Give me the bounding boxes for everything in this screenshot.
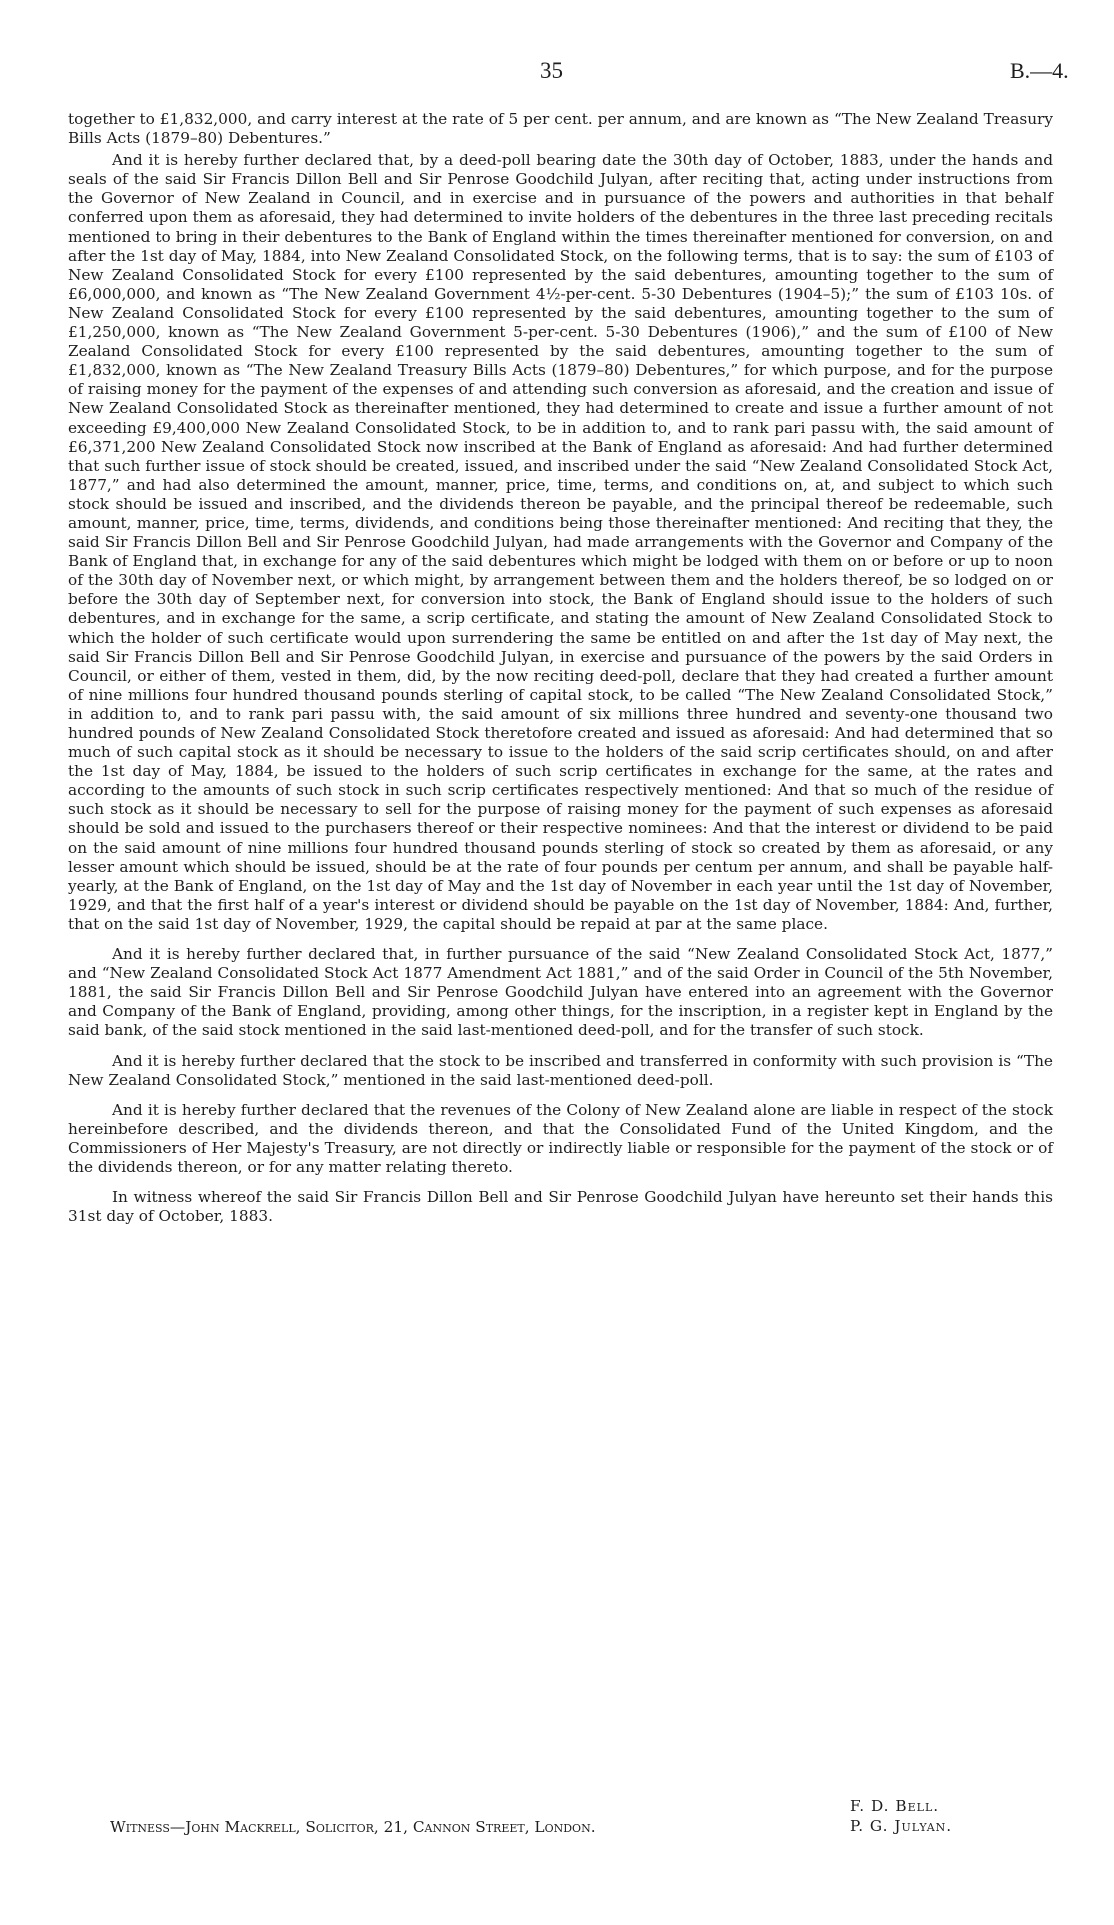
paragraph-3: And it is hereby further declared that, in further pursuance of the said “New Zealand Consolidated Stock Act, 1877,” and “New Zealand Consolidated Stock Act 1877 Amendment Act 1881,” and of the said Order in Council of the 5th November, 1881, the said Sir Francis Dillon Bell and Sir Penrose Goodchild Julyan have entered into an agreement with the Governor and Company of the Bank of England, providing, among other things, for the inscription, in a register kept in England by the said bank, of the said stock mentioned in the said last-mentioned deed-poll, and for the transfer of such stock. bbox=[68, 945, 1053, 1040]
page-header bbox=[0, 58, 1114, 88]
paragraph-1: together to £1,832,000, and carry interest at the rate of 5 per cent. per annum, and are known as “The New Zealand Treasury Bills Acts (1879–80) Debentures.” bbox=[68, 110, 1053, 148]
paragraph-2: And it is hereby further declared that, by a deed-poll bearing date the 30th day of October, 1883, under the hands and seals of the said Sir Francis Dillon Bell and Sir Penrose Goodchild Julyan, after reciting that, acting under instructions from the Governor of New Zealand in Council, and in exercise and in pursuance of the powers and authorities in that behalf conferred upon them as aforesaid, they had determined to invite holders of the debentures in the three last preceding recitals mentioned to bring in their debentures to the Bank of England within the times thereinafter mentioned for conversion, on and after the 1st day of May, 1884, into New Zealand Consolidated Stock, on the following terms, that is to say: the sum of £103 of New Zealand Consolidated Stock for every £100 represented by the said debentures, amounting together to the sum of £6,000,000, and known as “The New Zealand Government 4½-per-cent. 5-30 Debentures (1904–5);” the sum of £103 10s. of New Zealand Consolidated Stock for every £100 represented by the said debentures, amounting together to the sum of £1,250,000, known as “The New Zealand Government 5-per-cent. 5-30 Debentures (1906),” and the sum of £100 of New Zealand Consolidated Stock for every £100 represented by the said debentures, amounting together to the sum of £1,832,000, known as “The New Zealand Treasury Bills Acts (1879–80) Debentures,” for which purpose, and for the purpose of raising money for the payment of the expenses of and attending such conversion as aforesaid, and the creation and issue of New Zealand Consolidated Stock as thereinafter mentioned, they had determined to create and issue a further amount of not exceeding £9,400,000 New Zealand Consolidated Stock, to be in addition to, and to rank pari passu with, the said amount of £6,371,200 New Zealand Consolidated Stock now inscribed at the Bank of England as aforesaid: And had further determined that such further issue of stock should be created, issued, and inscribed under the said “New Zealand Consolidated Stock Act, 1877,” and had also determined the amount, manner, price, time, terms, and conditions on, at, and subject to which such stock should be issued and inscribed, and the dividends thereon be payable, and the principal thereof be redeemable, such amount, manner, price, time, terms, dividends, and conditions being those thereinafter mentioned: And reciting that they, the said Sir Francis Dillon Bell and Sir Penrose Goodchild Julyan, had made arrangements with the Governor and Company of the Bank of England that, in exchange for any of the said debentures which might be lodged with them on or before or up to noon of the 30th day of November next, or which might, by arrangement between them and the holders thereof, be so lodged on or before the 30th day of September next, for conversion into stock, the Bank of England should issue to the holders of such debentures, and in exchange for the same, a scrip certificate, and stating the amount of New Zealand Consolidated Stock to which the holder of such certificate would upon surrendering the same be entitled on and after the 1st day of May next, the said Sir Francis Dillon Bell and Sir Penrose Goodchild Julyan, in exercise and pursuance of the powers by the said Orders in Council, or either of them, vested in them, did, by the now reciting deed-poll, declare that they had created a further amount of nine millions four hundred thousand pounds sterling of capital stock, to be called “The New Zealand Consolidated Stock,” in addition to, and to rank pari passu with, the said amount of six millions three hundred and seventy-one thousand two hundred pounds of New Zealand Consolidated Stock theretofore created and issued as aforesaid: And had determined that so much of such capital stock as it should be necessary to issue to the holders of the said scrip certificates should, on and after the 1st day of May, 1884, be issued to the holders of such scrip certificates in exchange for the same, at the rates and according to the amounts of such stock in such scrip certificates respectively mentioned: And that so much of the residue of such stock as it should be necessary to sell for the purpose of raising money for the payment of such expenses as aforesaid should be sold and issued to the purchasers thereof or their respective nominees: And that the interest or dividend to be paid on the said amount of nine millions four hundred thousand pounds sterling of stock so created by them as aforesaid, or any lesser amount which should be issued, should be at the rate of four pounds per centum per annum, and shall be payable half-yearly, at the Bank of England, on the 1st day of May and the 1st day of November in each year until the 1st day of November, 1929, and that the first half of a year's interest or dividend should be payable on the 1st day of November, 1884: And, further, that on the said 1st day of November, 1929, the capital should be repaid at par at the same place. bbox=[68, 151, 1053, 933]
page-number: 35 bbox=[540, 58, 563, 83]
paragraph-5: And it is hereby further declared that the revenues of the Colony of New Zealand alone are liable in respect of the stock hereinbefore described, and the dividends thereon, and that the Consolidated Fund of the United Kingdom, and the Commissioners of Her Majesty's Treasury, are not directly or indirectly liable or responsible for the payment of the stock or of the dividends thereon, or for any matter relating thereto. bbox=[68, 1100, 1053, 1176]
signature-block bbox=[850, 1796, 952, 1836]
witness-line: Witness—John Mackrell, Solicitor, 21, Cannon Street, London. bbox=[110, 1818, 596, 1836]
signature-julyan: P. G. Julyan. bbox=[850, 1817, 953, 1835]
signature-bell: F. D. Bell. bbox=[850, 1797, 940, 1815]
paragraph-4: And it is hereby further declared that the stock to be inscribed and transferred in conformity with such provision is “The New Zealand Consolidated Stock,” mentioned in the said last-mentioned deed-poll. bbox=[68, 1051, 1053, 1089]
paper-reference: B.—4. bbox=[1010, 58, 1069, 83]
paragraph-6: In witness whereof the said Sir Francis Dillon Bell and Sir Penrose Goodchild Julyan have hereunto set their hands this 31st day of October, 1883. bbox=[68, 1188, 1053, 1226]
document-body bbox=[68, 110, 1053, 1229]
